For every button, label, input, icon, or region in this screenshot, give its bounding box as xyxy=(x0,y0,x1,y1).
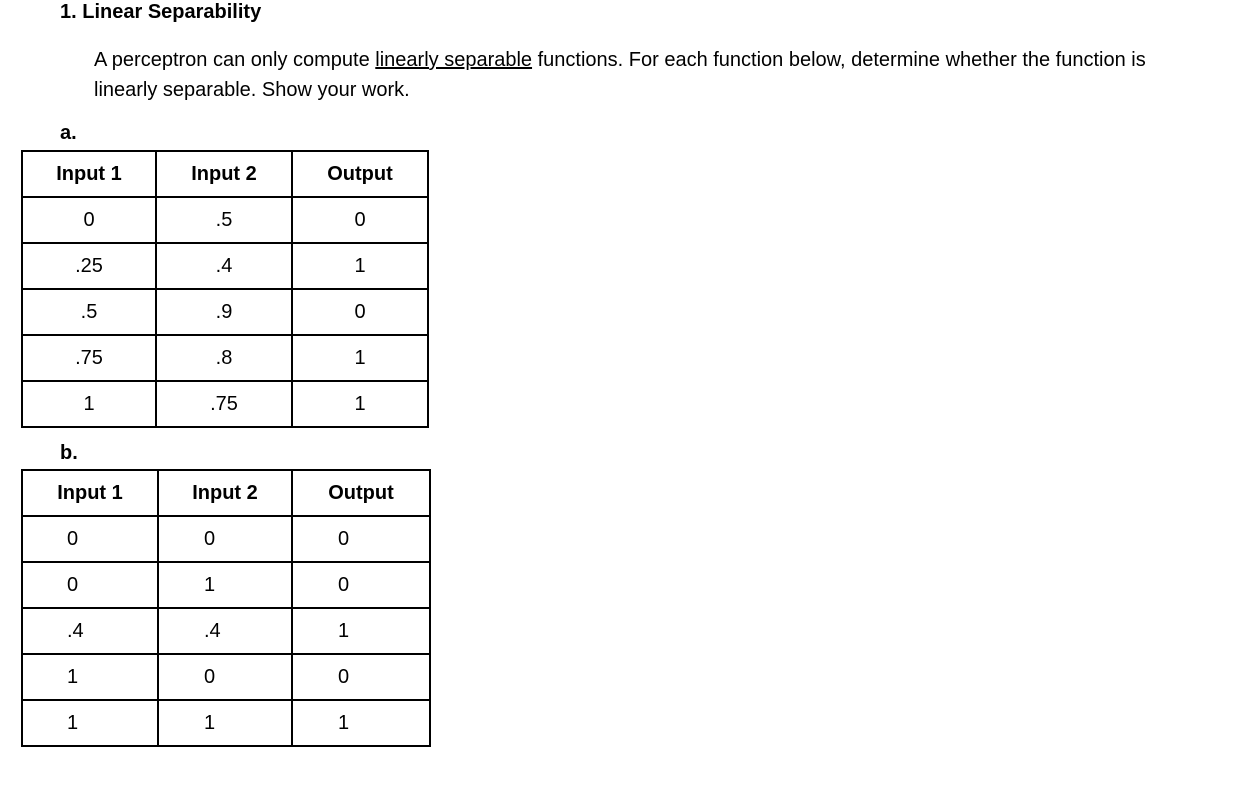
table-header-row xyxy=(22,151,428,197)
table-cell: .5 xyxy=(156,197,292,243)
instructions-text-end: functions. For each function below, determine whether the function is xyxy=(532,49,1146,71)
table-cell: 1 xyxy=(158,562,292,608)
table-cell: 1 xyxy=(292,335,428,381)
instructions-text-line2: linearly separable. Show your work. xyxy=(94,79,410,101)
table-cell: 0 xyxy=(292,516,430,562)
instructions-text-start: A perceptron can only compute xyxy=(94,49,376,71)
table-cell: 0 xyxy=(292,197,428,243)
table-row xyxy=(22,197,428,243)
truth-table-b xyxy=(21,469,431,747)
table-cell: 0 xyxy=(22,562,158,608)
column-header-input-1: Input 1 xyxy=(22,470,158,516)
table-cell: 1 xyxy=(22,700,158,746)
table-row xyxy=(22,516,430,562)
table-cell: .75 xyxy=(22,335,156,381)
table-cell: .4 xyxy=(158,608,292,654)
table-cell: 1 xyxy=(22,381,156,427)
table-cell: .75 xyxy=(156,381,292,427)
table-cell: 0 xyxy=(22,516,158,562)
table-b-body xyxy=(22,516,430,746)
table-cell: .5 xyxy=(22,289,156,335)
table-row xyxy=(22,608,430,654)
table-cell: 0 xyxy=(22,197,156,243)
table-cell: 1 xyxy=(292,700,430,746)
part-b-label: b. xyxy=(60,442,78,464)
table-cell: 1 xyxy=(22,654,158,700)
table-cell: .8 xyxy=(156,335,292,381)
table-row xyxy=(22,243,428,289)
table-header-row xyxy=(22,470,430,516)
table-cell: 0 xyxy=(292,289,428,335)
part-a-label: a. xyxy=(60,122,77,144)
table-row xyxy=(22,335,428,381)
table-cell: .4 xyxy=(22,608,158,654)
table-cell: 1 xyxy=(158,700,292,746)
column-header-input-2: Input 2 xyxy=(156,151,292,197)
table-a-body xyxy=(22,197,428,427)
table-cell: 0 xyxy=(158,654,292,700)
table-cell: 1 xyxy=(292,381,428,427)
column-header-output: Output xyxy=(292,151,428,197)
linearly-separable-term: linearly separable xyxy=(375,49,533,71)
table-cell: 1 xyxy=(292,608,430,654)
instructions-text xyxy=(94,45,1146,105)
truth-table-a xyxy=(21,150,429,428)
table-row xyxy=(22,381,428,427)
table-row xyxy=(22,562,430,608)
table-cell: 0 xyxy=(292,562,430,608)
column-header-input-2: Input 2 xyxy=(158,470,292,516)
table-cell: .25 xyxy=(22,243,156,289)
table-cell: 0 xyxy=(292,654,430,700)
column-header-output: Output xyxy=(292,470,430,516)
table-cell: 0 xyxy=(158,516,292,562)
section-heading: 1. Linear Separability xyxy=(60,1,262,23)
table-row xyxy=(22,654,430,700)
table-row xyxy=(22,700,430,746)
table-row xyxy=(22,289,428,335)
table-cell: 1 xyxy=(292,243,428,289)
table-cell: .4 xyxy=(156,243,292,289)
column-header-input-1: Input 1 xyxy=(22,151,156,197)
table-cell: .9 xyxy=(156,289,292,335)
